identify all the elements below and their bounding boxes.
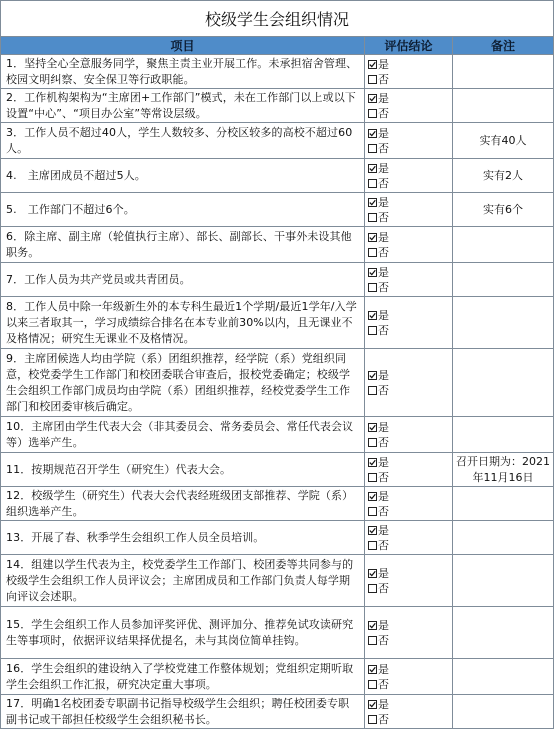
remark-text xyxy=(453,263,554,297)
table-body xyxy=(1,1,554,729)
option-yes[interactable] xyxy=(368,265,452,280)
item-text: 3．工作人员不超过40人，学生人数较多、分校区较多的高校不超过60人。 xyxy=(1,123,365,159)
table-row xyxy=(1,521,554,555)
option-yes[interactable] xyxy=(368,57,452,72)
option-label-yes: 是 xyxy=(378,368,389,382)
table-row xyxy=(1,349,554,417)
checked-checkbox-icon[interactable] xyxy=(368,60,377,69)
item-text: 14．组建以学生代表为主，校党委学生工作部门、校团委等共同参与的校级学生会组织工作人员评议会；主席团成员和工作部门负责人每学期向评议会述职。 xyxy=(1,555,365,607)
option-label-no: 否 xyxy=(378,633,389,647)
remark-text xyxy=(453,297,554,349)
option-label-no: 否 xyxy=(378,106,389,120)
option-label-no: 否 xyxy=(378,176,389,190)
option-label-no: 否 xyxy=(378,72,389,86)
checked-checkbox-icon[interactable] xyxy=(368,423,377,432)
remark-text xyxy=(453,55,554,89)
option-label-yes: 是 xyxy=(378,161,389,175)
option-label-yes: 是 xyxy=(378,195,389,209)
option-label-yes: 是 xyxy=(378,265,389,279)
evaluation-cell xyxy=(365,607,453,659)
option-no[interactable] xyxy=(368,280,452,295)
option-label-yes: 是 xyxy=(378,566,389,580)
checked-checkbox-icon[interactable] xyxy=(368,621,377,630)
empty-checkbox-icon[interactable] xyxy=(368,326,377,335)
option-no[interactable] xyxy=(368,504,452,519)
remark-text: 召开日期为：2021年11月16日 xyxy=(453,453,554,487)
remark-text xyxy=(453,487,554,521)
option-no[interactable] xyxy=(368,383,452,398)
table-row xyxy=(1,297,554,349)
option-yes[interactable] xyxy=(368,420,452,435)
option-label-yes: 是 xyxy=(378,455,389,469)
empty-checkbox-icon[interactable] xyxy=(368,541,377,550)
table-row xyxy=(1,89,554,123)
option-label-yes: 是 xyxy=(378,308,389,322)
item-text: 1．坚持全心全意服务同学，聚焦主责主业开展工作。未承担宿舍管理、校园文明纠察、安全保卫等行政职能。 xyxy=(1,55,365,89)
evaluation-cell xyxy=(365,89,453,123)
table-row xyxy=(1,555,554,607)
checked-checkbox-icon[interactable] xyxy=(368,700,377,709)
empty-checkbox-icon[interactable] xyxy=(368,473,377,482)
item-text: 16．学生会组织的建设纳入了学校党建工作整体规划；党组织定期听取学生会组织工作汇报，研究决定重大事项。 xyxy=(1,659,365,695)
option-label-no: 否 xyxy=(378,435,389,449)
option-label-yes: 是 xyxy=(378,697,389,711)
option-label-no: 否 xyxy=(378,245,389,259)
option-no[interactable] xyxy=(368,435,452,450)
empty-checkbox-icon[interactable] xyxy=(368,213,377,222)
table-row xyxy=(1,487,554,521)
remark-text: 实有6个 xyxy=(453,193,554,227)
option-yes[interactable] xyxy=(368,368,452,383)
item-text: 11．按期规范召开学生（研究生）代表大会。 xyxy=(1,453,365,487)
option-no[interactable] xyxy=(368,72,452,87)
option-no[interactable] xyxy=(368,633,452,648)
evaluation-cell xyxy=(365,695,453,729)
option-label-yes: 是 xyxy=(378,91,389,105)
option-yes[interactable] xyxy=(368,308,452,323)
remark-text xyxy=(453,521,554,555)
remark-text xyxy=(453,659,554,695)
evaluation-cell xyxy=(365,555,453,607)
checked-checkbox-icon[interactable] xyxy=(368,94,377,103)
option-no[interactable] xyxy=(368,712,452,727)
option-yes[interactable] xyxy=(368,455,452,470)
item-text: 4. 主席团成员不超过5人。 xyxy=(1,159,365,193)
option-label-yes: 是 xyxy=(378,618,389,632)
option-no[interactable] xyxy=(368,141,452,156)
page-title: 校级学生会组织情况 xyxy=(1,1,554,37)
option-yes[interactable] xyxy=(368,91,452,106)
item-text: 8．工作人员中除一年级新生外的本专科生最近1个学期/最近1学年/入学以来三者取其一，学习成绩综合排名在本专业前30%以内，且无课业不及格情况；研究生无课业不及格情况。 xyxy=(1,297,365,349)
checked-checkbox-icon[interactable] xyxy=(368,311,377,320)
table-row xyxy=(1,227,554,263)
empty-checkbox-icon[interactable] xyxy=(368,75,377,84)
option-yes[interactable] xyxy=(368,697,452,712)
option-label-yes: 是 xyxy=(378,662,389,676)
evaluation-cell xyxy=(365,659,453,695)
option-no[interactable] xyxy=(368,538,452,553)
option-label-no: 否 xyxy=(378,504,389,518)
title-row xyxy=(1,1,554,37)
column-header-item: 项目 xyxy=(1,37,365,55)
option-no[interactable] xyxy=(368,677,452,692)
empty-checkbox-icon[interactable] xyxy=(368,584,377,593)
option-no[interactable] xyxy=(368,106,452,121)
remark-text xyxy=(453,417,554,453)
item-text: 5. 工作部门不超过6个。 xyxy=(1,193,365,227)
table-row xyxy=(1,607,554,659)
empty-checkbox-icon[interactable] xyxy=(368,144,377,153)
checked-checkbox-icon[interactable] xyxy=(368,129,377,138)
evaluation-cell xyxy=(365,55,453,89)
option-no[interactable] xyxy=(368,470,452,485)
empty-checkbox-icon[interactable] xyxy=(368,179,377,188)
option-yes[interactable] xyxy=(368,489,452,504)
remark-text: 实有2人 xyxy=(453,159,554,193)
evaluation-cell xyxy=(365,487,453,521)
option-label-yes: 是 xyxy=(378,420,389,434)
remark-text xyxy=(453,555,554,607)
option-label-yes: 是 xyxy=(378,230,389,244)
option-label-yes: 是 xyxy=(378,57,389,71)
header-row xyxy=(1,37,554,55)
item-text: 15．学生会组织工作人员参加评奖评优、测评加分、推荐免试攻读研究生等事项时，依据评议结果择优提名，未与其岗位简单挂钩。 xyxy=(1,607,365,659)
remark-text xyxy=(453,607,554,659)
option-yes[interactable] xyxy=(368,195,452,210)
evaluation-cell xyxy=(365,263,453,297)
empty-checkbox-icon[interactable] xyxy=(368,386,377,395)
option-yes[interactable] xyxy=(368,618,452,633)
table-row xyxy=(1,417,554,453)
option-yes[interactable] xyxy=(368,230,452,245)
checked-checkbox-icon[interactable] xyxy=(368,198,377,207)
empty-checkbox-icon[interactable] xyxy=(368,507,377,516)
option-yes[interactable] xyxy=(368,523,452,538)
option-yes[interactable] xyxy=(368,161,452,176)
empty-checkbox-icon[interactable] xyxy=(368,715,377,724)
option-label-no: 否 xyxy=(378,323,389,337)
item-text: 2．工作机构架构为“主席团+工作部门”模式，未在工作部门以上或以下设置“中心”、“项目办公室”等常设层级。 xyxy=(1,89,365,123)
checked-checkbox-icon[interactable] xyxy=(368,164,377,173)
option-label-no: 否 xyxy=(378,538,389,552)
item-text: 7．工作人员为共产党员或共青团员。 xyxy=(1,263,365,297)
evaluation-cell xyxy=(365,159,453,193)
option-no[interactable] xyxy=(368,176,452,191)
option-label-yes: 是 xyxy=(378,489,389,503)
option-no[interactable] xyxy=(368,245,452,260)
remark-text xyxy=(453,89,554,123)
remark-text xyxy=(453,349,554,417)
option-label-no: 否 xyxy=(378,581,389,595)
option-no[interactable] xyxy=(368,210,452,225)
remark-text xyxy=(453,227,554,263)
table-row xyxy=(1,695,554,729)
checked-checkbox-icon[interactable] xyxy=(368,665,377,674)
option-label-no: 否 xyxy=(378,383,389,397)
item-text: 9．主席团候选人均由学院（系）团组织推荐，经学院（系）党组织同意，校党委学生工作部门和校团委联合审查后，报校党委确定；校级学生会组织工作部门成员均由学院（系）团组织推荐，经校党委学生工作部门和校团委审核后确定。 xyxy=(1,349,365,417)
table-row xyxy=(1,123,554,159)
option-yes[interactable] xyxy=(368,662,452,677)
remark-text xyxy=(453,695,554,729)
item-text: 17．明确1名校团委专职副书记指导校级学生会组织；聘任校团委专职副书记或干部担任校级学生会组织秘书长。 xyxy=(1,695,365,729)
option-label-no: 否 xyxy=(378,280,389,294)
evaluation-cell xyxy=(365,521,453,555)
empty-checkbox-icon[interactable] xyxy=(368,283,377,292)
table-row xyxy=(1,193,554,227)
evaluation-cell xyxy=(365,297,453,349)
item-text: 6．除主席、副主席（轮值执行主席）、部长、副部长、干事外未设其他职务。 xyxy=(1,227,365,263)
checked-checkbox-icon[interactable] xyxy=(368,526,377,535)
empty-checkbox-icon[interactable] xyxy=(368,636,377,645)
empty-checkbox-icon[interactable] xyxy=(368,109,377,118)
checked-checkbox-icon[interactable] xyxy=(368,569,377,578)
column-header-evaluation: 评估结论 xyxy=(365,37,453,55)
option-label-yes: 是 xyxy=(378,126,389,140)
option-yes[interactable] xyxy=(368,126,452,141)
evaluation-cell xyxy=(365,453,453,487)
checked-checkbox-icon[interactable] xyxy=(368,492,377,501)
evaluation-cell xyxy=(365,417,453,453)
option-label-yes: 是 xyxy=(378,523,389,537)
option-label-no: 否 xyxy=(378,677,389,691)
option-label-no: 否 xyxy=(378,141,389,155)
empty-checkbox-icon[interactable] xyxy=(368,680,377,689)
evaluation-cell xyxy=(365,123,453,159)
item-text: 12．校级学生（研究生）代表大会代表经班级团支部推荐、学院（系）组织选举产生。 xyxy=(1,487,365,521)
empty-checkbox-icon[interactable] xyxy=(368,248,377,257)
evaluation-cell xyxy=(365,349,453,417)
item-text: 10．主席团由学生代表大会（非其委员会、常务委员会、常任代表会议等）选举产生。 xyxy=(1,417,365,453)
evaluation-cell xyxy=(365,227,453,263)
option-no[interactable] xyxy=(368,323,452,338)
option-label-no: 否 xyxy=(378,712,389,726)
table-row xyxy=(1,659,554,695)
table-row xyxy=(1,159,554,193)
option-label-no: 否 xyxy=(378,470,389,484)
option-yes[interactable] xyxy=(368,566,452,581)
checked-checkbox-icon[interactable] xyxy=(368,268,377,277)
checked-checkbox-icon[interactable] xyxy=(368,371,377,380)
table-row xyxy=(1,55,554,89)
checked-checkbox-icon[interactable] xyxy=(368,233,377,242)
item-text: 13．开展了春、秋季学生会组织工作人员全员培训。 xyxy=(1,521,365,555)
option-label-no: 否 xyxy=(378,210,389,224)
column-header-remarks: 备注 xyxy=(453,37,554,55)
table-row xyxy=(1,453,554,487)
checked-checkbox-icon[interactable] xyxy=(368,458,377,467)
table-row xyxy=(1,263,554,297)
empty-checkbox-icon[interactable] xyxy=(368,438,377,447)
remark-text: 实有40人 xyxy=(453,123,554,159)
evaluation-cell xyxy=(365,193,453,227)
option-no[interactable] xyxy=(368,581,452,596)
